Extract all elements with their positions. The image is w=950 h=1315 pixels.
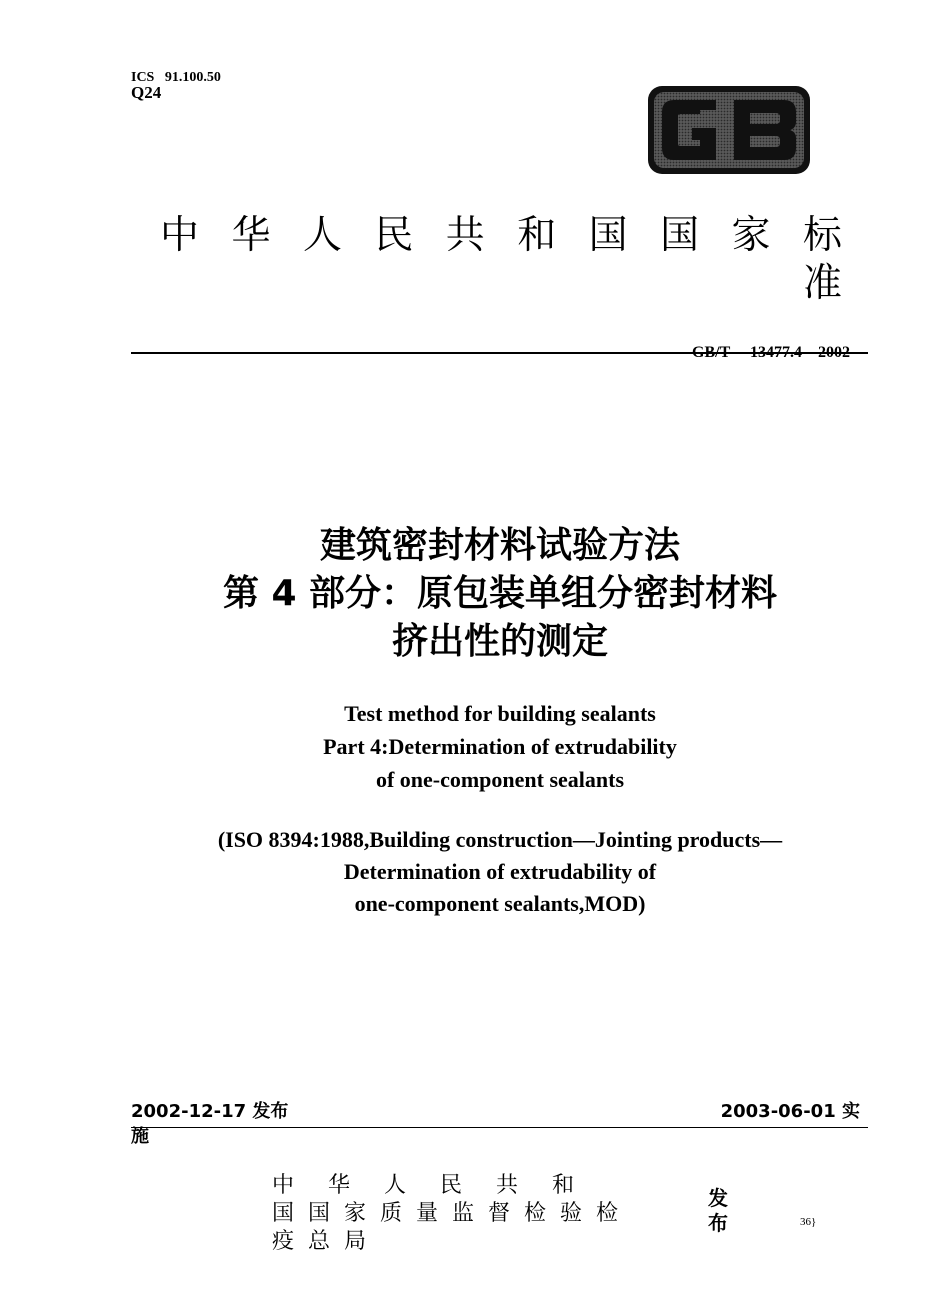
authority-row-1: 中华人民共和 — [272, 1173, 609, 1198]
iso-reference — [100, 824, 900, 920]
english-title — [100, 697, 900, 796]
english-title-line-2: Part 4:Determination of extrudability — [323, 734, 677, 759]
date-rule — [131, 1127, 868, 1128]
implementation-date-wrap: 施 — [131, 1126, 149, 1147]
issuing-authority — [272, 1172, 632, 1256]
iso-reference-line-2: Determination of extrudability of — [343, 859, 657, 884]
chinese-title-line-2: 第 4 部分：原包装单组分密封材料 — [222, 573, 778, 614]
iso-reference-line-1: (ISO 8394:1988,Building construction—Jointing products— — [217, 827, 783, 852]
standard-number: GB/T 13477.4—2002 — [692, 344, 850, 361]
english-title-line-1: Test method for building sealants — [344, 701, 656, 726]
chinese-title — [100, 522, 900, 666]
implementation-date: 2003-06-01 实 — [720, 1101, 860, 1122]
page-mark: 36} — [800, 1216, 817, 1228]
chinese-title-line-3: 挤出性的测定 — [391, 621, 608, 662]
authority-row-2: 国国家质量监督检验检疫总局 — [272, 1201, 633, 1254]
ics-code: ICS 91.100.50 — [131, 70, 221, 85]
iso-reference-line-3: one-component sealants,MOD) — [354, 891, 646, 916]
publish-label: 发布 — [708, 1186, 728, 1235]
national-standard-title: 中华人民共和国国家标准 — [160, 213, 872, 306]
ccs-code: Q24 — [131, 83, 162, 102]
chinese-title-line-1: 建筑密封材料试验方法 — [319, 525, 680, 566]
issue-date: 2002-12-17 发布 — [131, 1101, 289, 1122]
english-title-line-3: of one-component sealants — [375, 767, 625, 792]
gb-logo-icon — [648, 86, 810, 174]
